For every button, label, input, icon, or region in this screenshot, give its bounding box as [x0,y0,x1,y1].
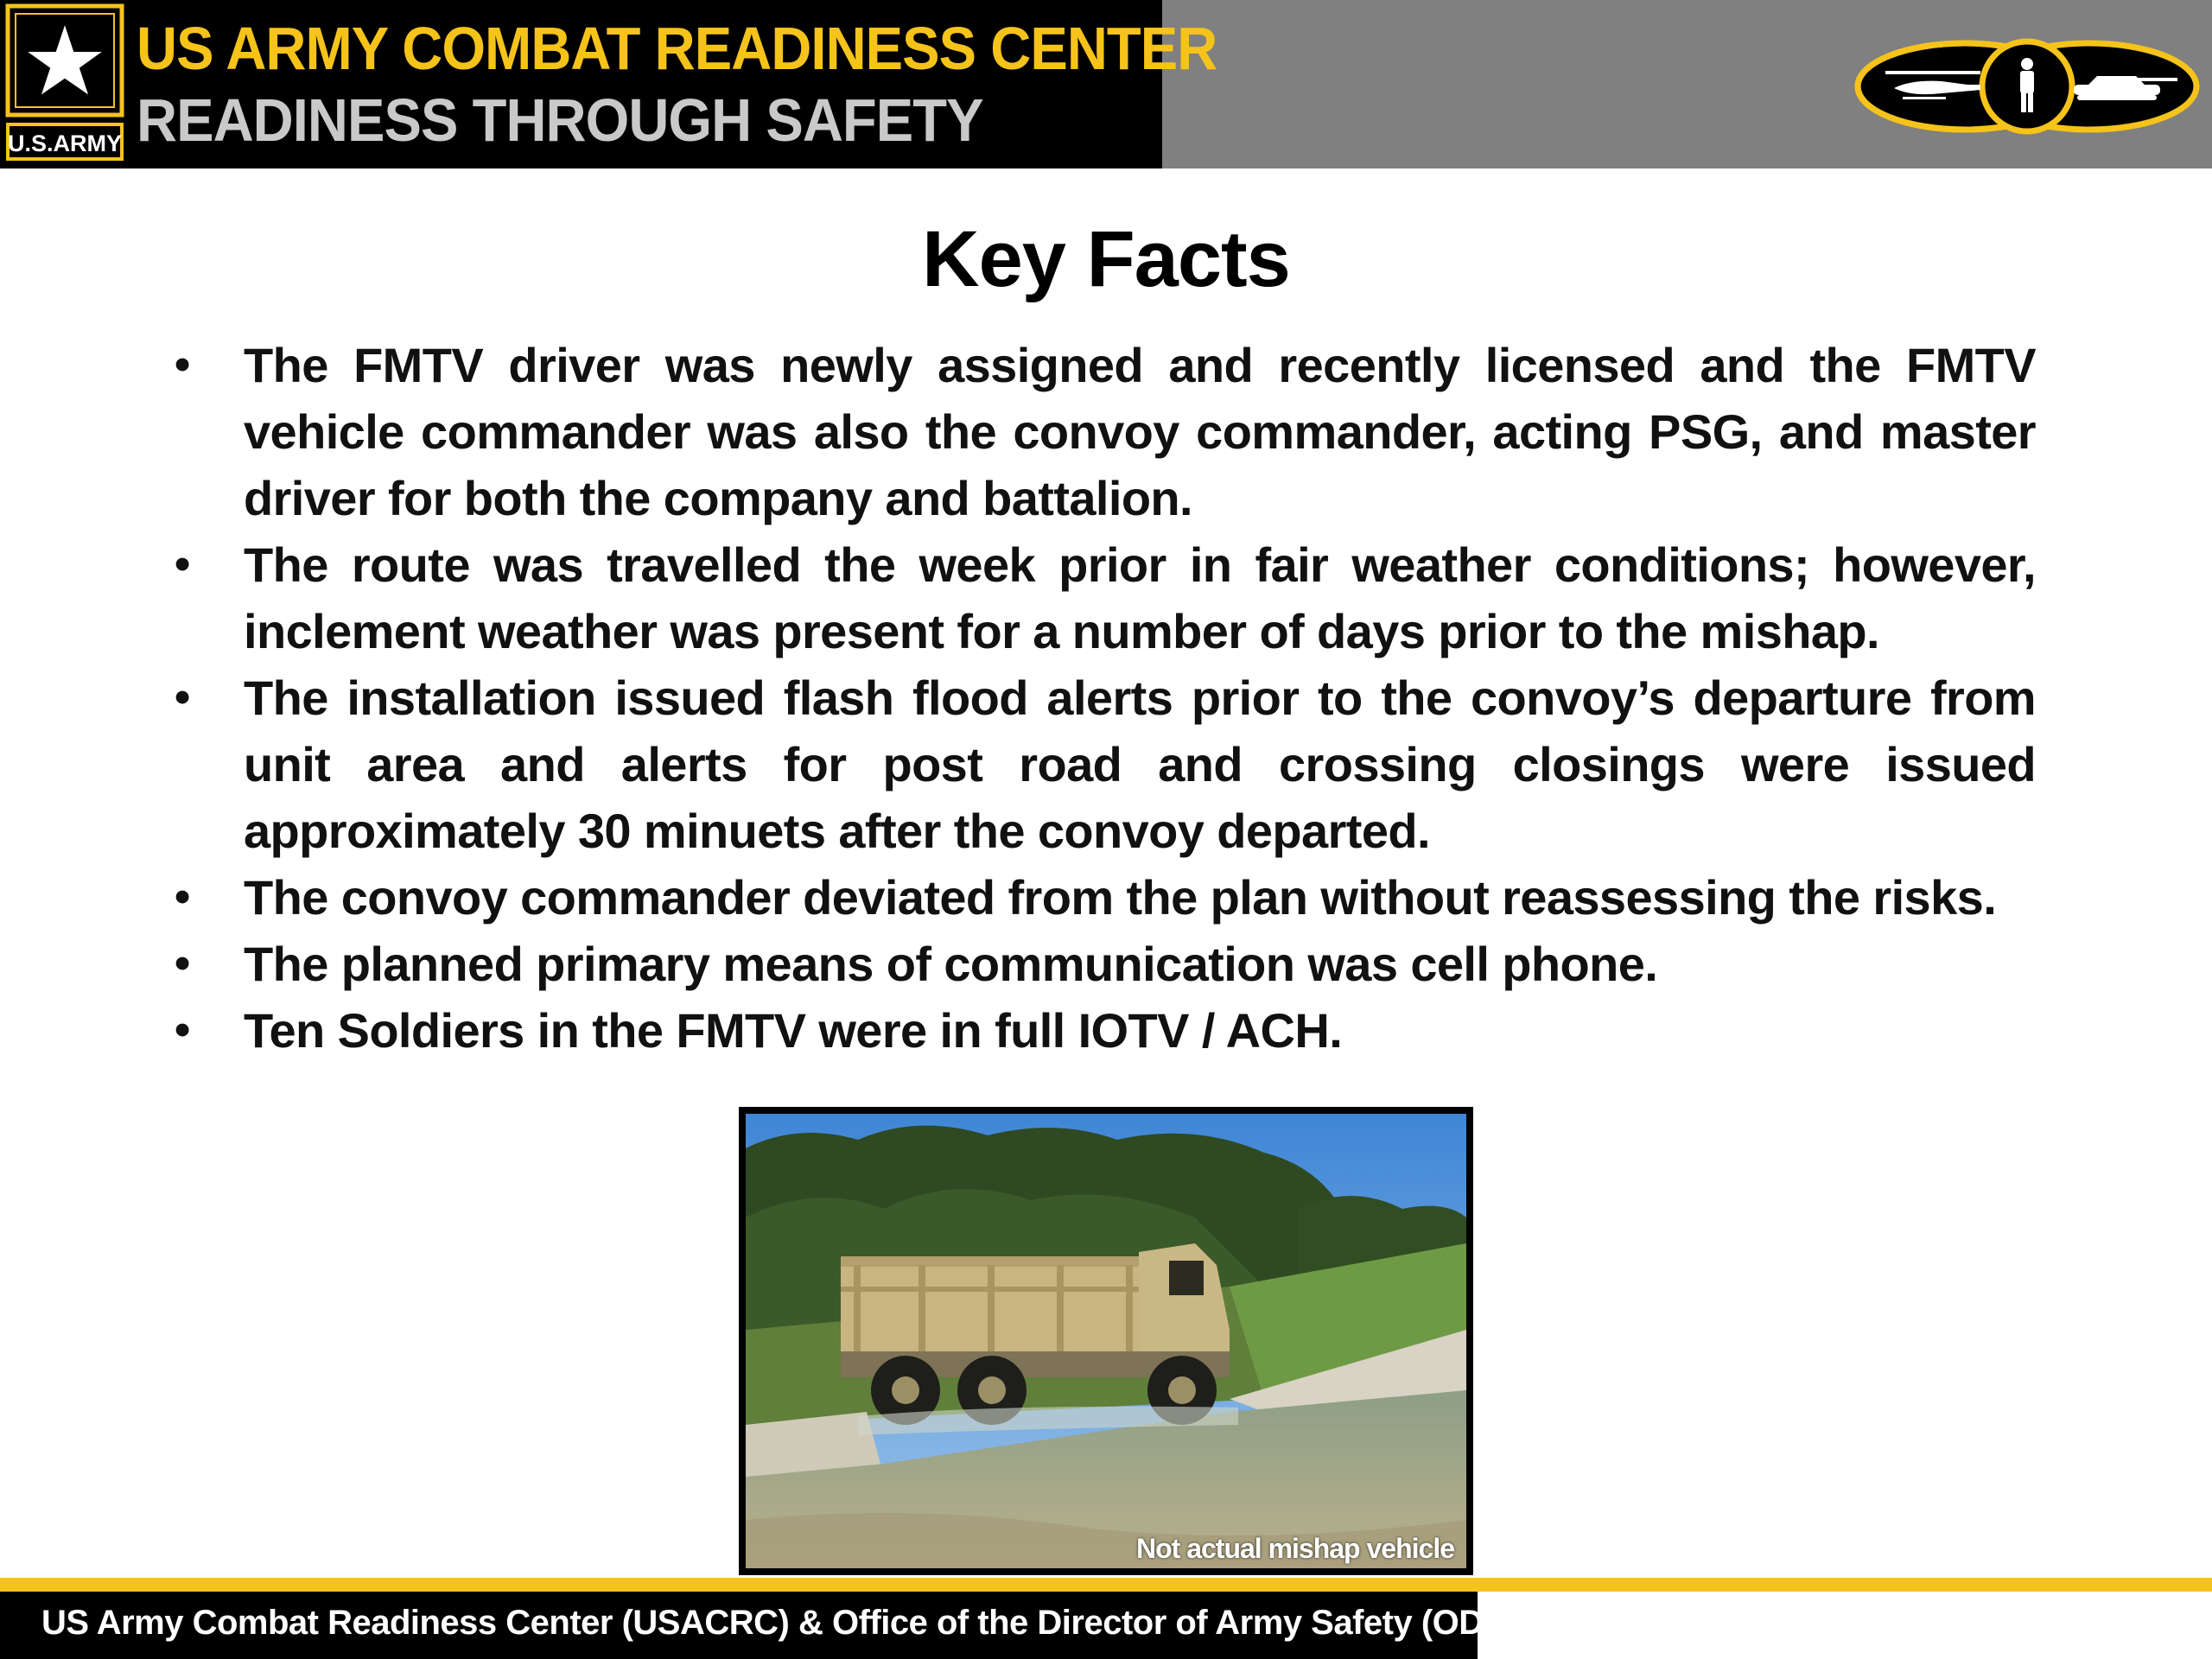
fact-item [156,531,2036,664]
bullet-icon: • [175,938,190,988]
fact-item [156,931,2036,997]
footer-text: US Army Combat Readiness Center (USACRC) & Office of the Director of Army Safety (ODASAF) [41,1604,1587,1642]
organization-title: US ARMY COMBAT READINESS CENTER [137,15,1217,82]
fact-item [156,864,2036,931]
bullet-icon: • [175,340,190,390]
bullet-icon: • [175,539,190,589]
footer-gold-stripe [0,1578,2212,1592]
us-army-star-logo [5,3,124,161]
fact-item [156,332,2036,531]
fact-text: The convoy commander deviated from the plan without reassessing the risks. [244,870,1997,925]
organization-slogan: READINESS THROUGH SAFETY [137,86,983,154]
vehicle-photo [739,1107,1473,1575]
fmtv-truck-crossing-illustration [746,1114,1466,1568]
bullet-icon: • [175,1005,190,1055]
fact-item [156,664,2036,864]
photo-caption: Not actual mishap vehicle [1135,1533,1454,1564]
fact-text: The FMTV driver was newly assigned and recently licensed and the FMTV vehicle commander was also the convoy commander, acting PSG, and master driver for both the company and battalion. [244,338,2036,525]
army-logo-text: U.S.ARMY [7,130,123,156]
bullet-icon: • [175,672,190,722]
key-facts-list [156,332,2036,1064]
safety-rings-emblem [1851,35,2203,138]
fact-text: The installation issued flash flood alerts prior to the convoy’s departure from unit area and alerts for post road and crossing closings were issued approximately 30 minuets after the convoy departed. [244,671,2036,858]
fact-text: The route was travelled the week prior in fair weather conditions; however, inclement weather was present for a number of days prior to the mishap. [244,537,2036,658]
slide-title: Key Facts [922,215,1290,303]
bullet-icon: • [175,872,190,922]
fact-text: The planned primary means of communication was cell phone. [244,937,1658,991]
fact-item [156,997,2036,1064]
fact-text: Ten Soldiers in the FMTV were in full IOTV / ACH. [244,1003,1343,1058]
